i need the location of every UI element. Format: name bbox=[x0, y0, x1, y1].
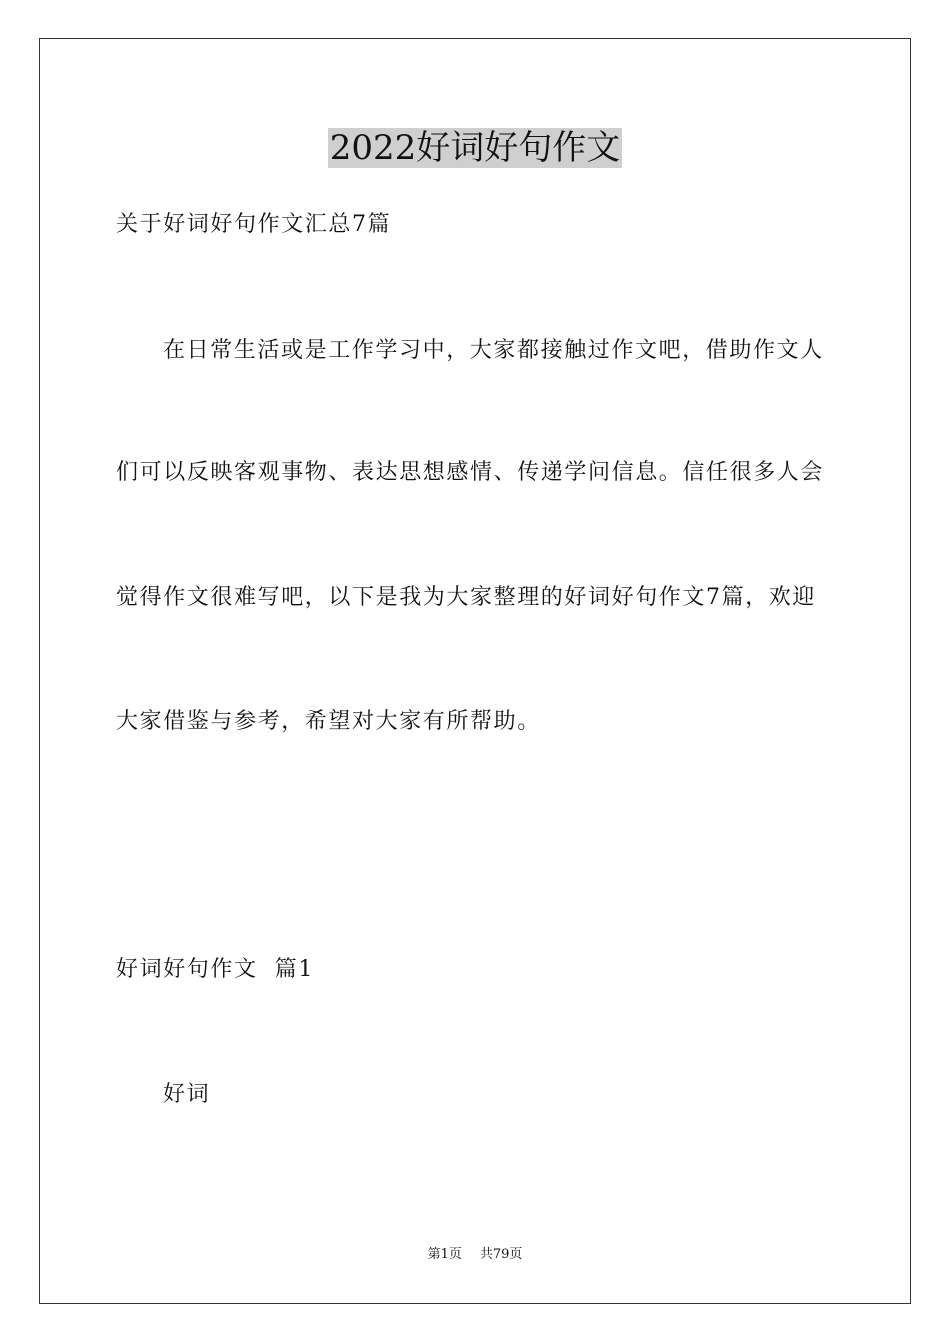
section-heading: 好词好句作文 篇1 bbox=[116, 957, 314, 982]
page-number-total: 共79页 bbox=[479, 1247, 523, 1262]
paragraph-line-2: 们可以反映客观事物、表达思想感情、传递学问信息。信任很多人会 bbox=[116, 460, 825, 485]
page-number-current: 第1页 bbox=[427, 1247, 462, 1262]
document-title bbox=[0, 126, 950, 170]
section-subheading: 好词 bbox=[163, 1082, 211, 1107]
paragraph-line-4: 大家借鉴与参考，希望对大家有所帮助。 bbox=[116, 709, 541, 734]
paragraph-line-1: 在日常生活或是工作学习中，大家都接触过作文吧，借助作文人 bbox=[163, 338, 824, 363]
document-title-text: 2022好词好句作文 bbox=[329, 128, 621, 168]
page-footer bbox=[0, 1246, 950, 1264]
paragraph-line-3: 觉得作文很难写吧，以下是我为大家整理的好词好句作文7篇，欢迎 bbox=[116, 585, 816, 610]
document-subtitle: 关于好词好句作文汇总7篇 bbox=[116, 212, 392, 237]
